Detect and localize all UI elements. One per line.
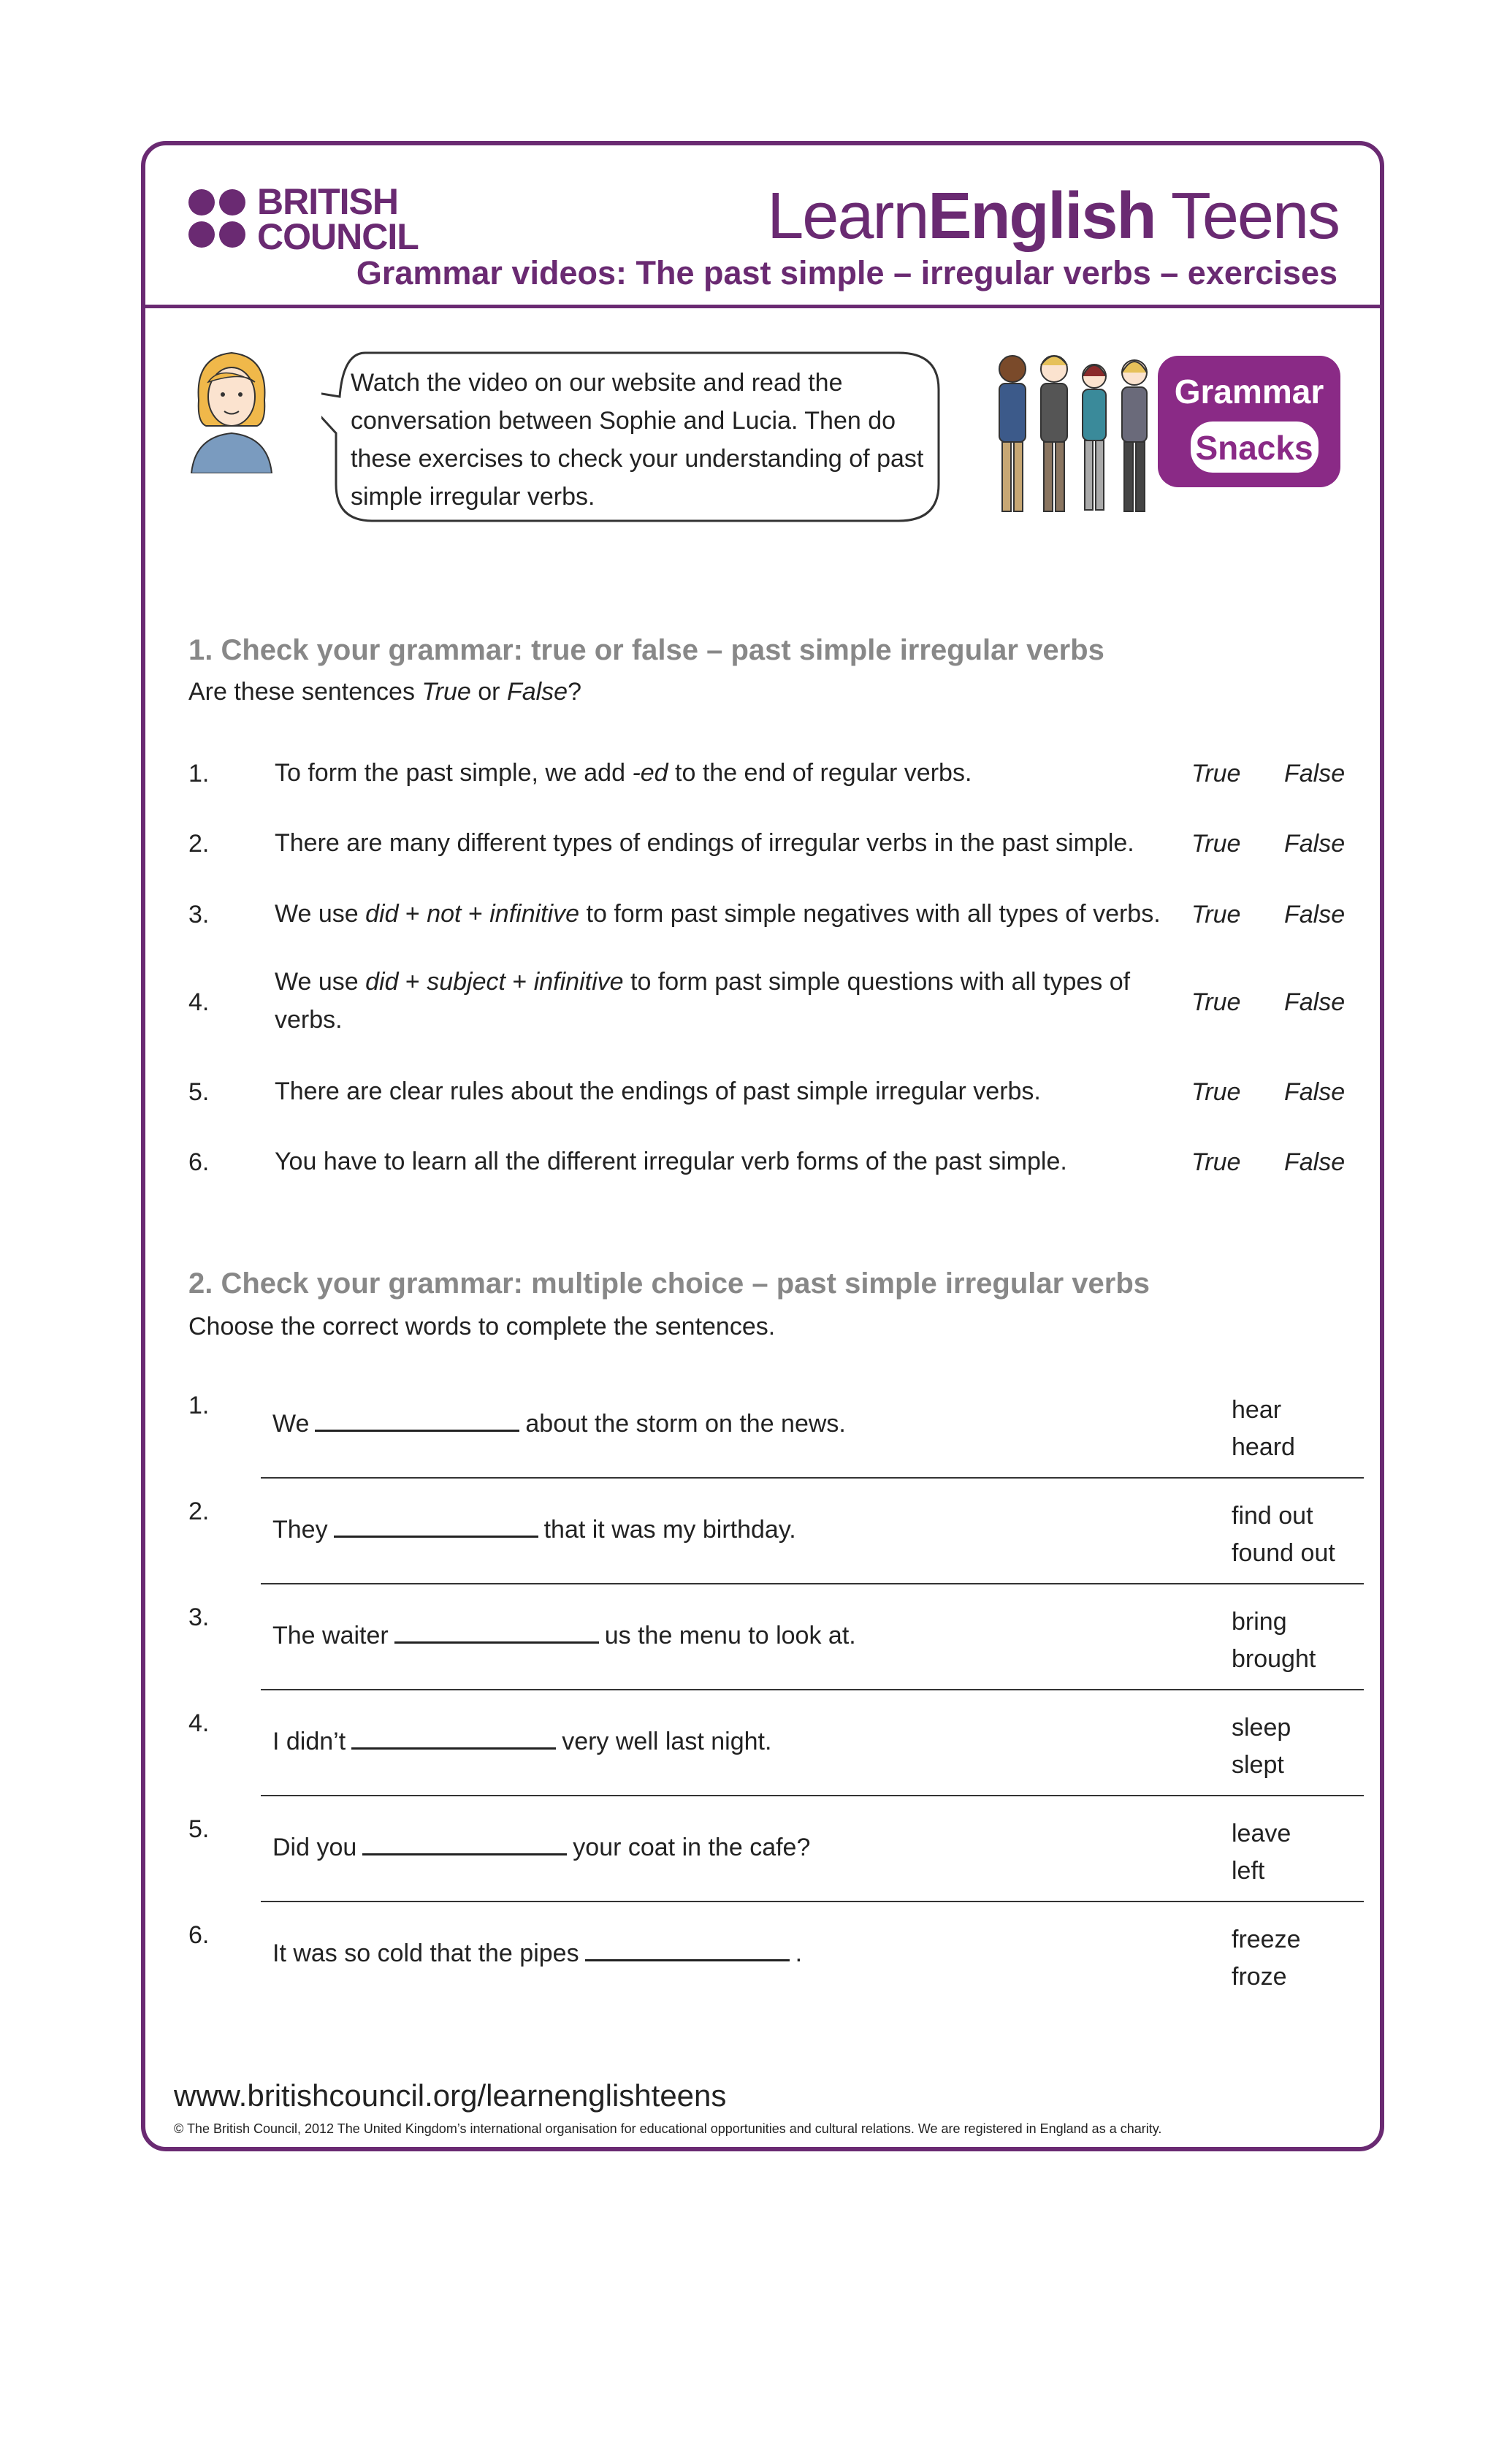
sophie-avatar-icon (184, 342, 279, 473)
row-divider (261, 1795, 1364, 1796)
option-2[interactable]: froze (1232, 1963, 1287, 1991)
section-1-title: 1. Check your grammar: true or false – past simple irregular verbs (188, 634, 1104, 666)
svg-text:Grammar: Grammar (1174, 373, 1324, 411)
footer-copyright: © The British Council, 2012 The United Kingdom’s international organisation for educational opportunities and cultural relations. We are registered in England as a charity. (174, 2121, 1162, 2136)
answer-blank[interactable] (362, 1830, 567, 1855)
true-option[interactable]: True (1191, 760, 1241, 787)
students-illustration-icon (985, 343, 1167, 522)
logo-line-2: COUNCIL (257, 216, 419, 257)
false-option[interactable]: False (1284, 830, 1346, 858)
section-1-instructions: Are these sentences True or False? (188, 678, 581, 706)
answer-blank[interactable] (351, 1724, 556, 1750)
footer-url[interactable]: www.britishcouncil.org/learnenglishteens (174, 2078, 727, 2113)
row-divider (261, 1583, 1364, 1584)
option-1[interactable]: bring (1232, 1608, 1287, 1636)
option-1[interactable]: find out (1232, 1502, 1313, 1530)
row-divider (261, 1689, 1364, 1690)
document-title: Grammar videos: The past simple – irregular verbs – exercises (356, 254, 1337, 291)
option-1[interactable]: sleep (1232, 1714, 1291, 1742)
option-2[interactable]: left (1232, 1857, 1265, 1885)
true-option[interactable]: True (1191, 901, 1241, 928)
section-2-title: 2. Check your grammar: multiple choice – past simple irregular verbs (188, 1267, 1150, 1300)
british-council-logo (188, 183, 419, 256)
logo-dots-icon (188, 186, 247, 252)
answer-blank[interactable] (585, 1936, 790, 1961)
false-option[interactable]: False (1284, 1148, 1346, 1176)
row-divider (261, 1901, 1364, 1902)
false-option[interactable]: False (1284, 1078, 1346, 1106)
row-divider (261, 1477, 1364, 1479)
answer-blank[interactable] (334, 1512, 538, 1538)
false-option[interactable]: False (1284, 988, 1346, 1016)
logo-line-1: BRITISH (257, 181, 398, 222)
true-option[interactable]: True (1191, 1078, 1241, 1106)
option-1[interactable]: leave (1232, 1820, 1291, 1847)
grammar-snacks-badge-icon (1150, 352, 1348, 498)
false-option[interactable]: False (1284, 760, 1346, 787)
option-1[interactable]: hear (1232, 1396, 1282, 1424)
header-divider (141, 305, 1384, 308)
intro-text: Watch the video on our website and read the conversation between Sophie and Lucia. Then do these exercises to check your understanding of past simple irregular verbs. (351, 369, 924, 511)
option-2[interactable]: slept (1232, 1751, 1284, 1779)
option-2[interactable]: brought (1232, 1645, 1316, 1673)
false-option[interactable]: False (1284, 901, 1346, 928)
answer-blank[interactable] (315, 1406, 519, 1432)
option-2[interactable]: found out (1232, 1539, 1335, 1567)
option-2[interactable]: heard (1232, 1433, 1295, 1461)
svg-text:Snacks: Snacks (1195, 429, 1313, 467)
true-option[interactable]: True (1191, 988, 1241, 1016)
option-1[interactable]: freeze (1232, 1926, 1301, 1953)
learnenglish-teens-logo: LearnEnglish Teens (767, 180, 1339, 253)
answer-blank[interactable] (394, 1618, 599, 1644)
true-option[interactable]: True (1191, 830, 1241, 858)
true-option[interactable]: True (1191, 1148, 1241, 1176)
section-2-instructions: Choose the correct words to complete the sentences. (188, 1313, 776, 1340)
